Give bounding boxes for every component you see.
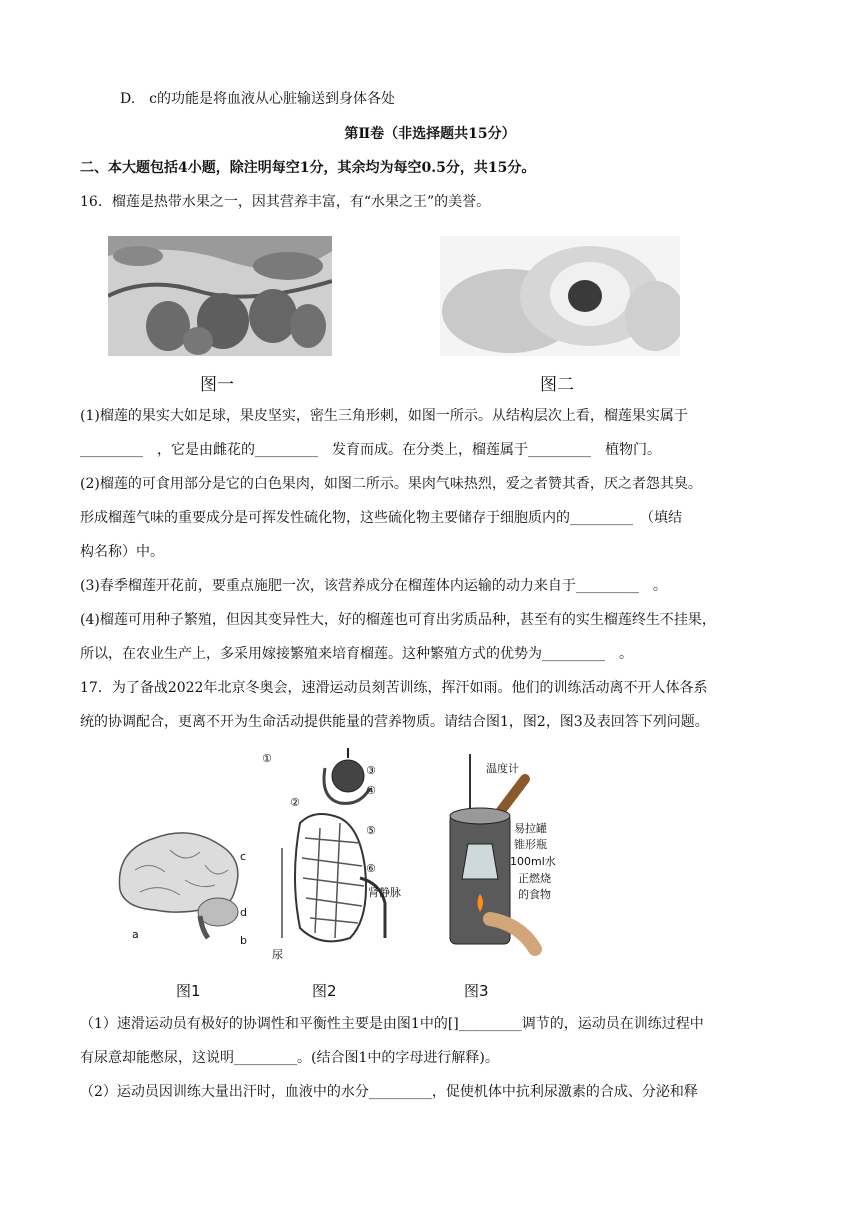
- nephron-label-1: ①: [262, 752, 272, 765]
- thermometer-label: 温度计: [486, 762, 519, 775]
- nephron-label-4: ④: [366, 784, 376, 797]
- q16-part1-line1: (1)榴莲的果实大如足球，果皮坚实，密生三角形刺，如图一所示。从结构层次上看，榴莲果实属于: [80, 408, 688, 424]
- figure-one-caption: 图一: [200, 375, 234, 395]
- nephron-label-6: ⑥: [366, 862, 376, 875]
- question-17-stem-line2: 统的协调配合，更离不开为生命活动提供能量的营养物质。请结合图1，图2，图3及表回答下列问题。: [80, 714, 709, 730]
- figure-1-caption: 图1: [176, 982, 201, 1000]
- q16-part2-line1: (2)榴莲的可食用部分是它的白色果肉，如图二所示。果肉气味热烈，爱之者赞其香，厌之者怨其臭。: [80, 476, 702, 492]
- q16-part1-line2: _________ ，它是由雌花的_________ 发育而成。在分类上，榴莲属于_________ 植物门。: [80, 442, 661, 458]
- figure-two-caption: 图二: [540, 375, 574, 395]
- q16-part4-line1: (4)榴莲可用种子繁殖，但因其变异性大，好的榴莲也可育出劣质品种，甚至有的实生榴莲终生不挂果，: [80, 612, 716, 628]
- q17-part1-line2: 有尿意却能憋尿，这说明_________。(结合图1中的字母进行解释)。: [80, 1050, 499, 1066]
- question-16-stem: 16．榴莲是热带水果之一，因其营养丰富，有“水果之王”的美誉。: [80, 194, 491, 210]
- nephron-diagram: [270, 748, 400, 958]
- option-d: D. c的功能是将血液从心脏输送到身体各处: [120, 91, 396, 107]
- brain-label-c: c: [240, 850, 247, 863]
- q16-part4-line2: 所以，在农业生产上，多采用嫁接繁殖来培育榴莲。这种繁殖方式的优势为_________ 。: [80, 646, 633, 662]
- q17-part2-line1: （2）运动员因训练大量出汗时，血液中的水分_________，促使机体中抗利尿激素的合成、分泌和释: [80, 1084, 698, 1100]
- brain-label-b: b: [240, 934, 247, 947]
- figure-3-caption: 图3: [464, 982, 489, 1000]
- urine-label: 尿: [272, 948, 283, 961]
- flask-label: 锥形瓶: [514, 838, 547, 851]
- water-label: 100ml水: [510, 855, 556, 868]
- durian-tree-photo: [108, 236, 332, 356]
- nephron-label-3: ③: [366, 764, 376, 777]
- nephron-label-5: ⑤: [366, 824, 376, 837]
- burning-label: 正燃烧: [518, 872, 551, 885]
- question-17-stem-line1: 17．为了备战2022年北京冬奥会，速滑运动员刻苦训练，挥汗如雨。他们的训练活动离不开人体各系: [80, 680, 708, 696]
- brain-label-d: d: [240, 906, 247, 919]
- durian-flesh-photo: [440, 236, 680, 356]
- section-instruction: 二、本大题包括4小题，除注明每空1分，其余均为每空0.5分，共15分。: [80, 160, 536, 176]
- q16-part2-line3: 构名称）中。: [80, 544, 164, 560]
- q16-part2-line2: 形成榴莲气味的重要成分是可挥发性硫化物，这些硫化物主要储存于细胞质内的_________ （填结: [80, 510, 682, 526]
- food-label: 的食物: [518, 888, 551, 901]
- renal-vein-label: 肾静脉: [368, 886, 401, 899]
- figure-2-caption: 图2: [312, 982, 337, 1000]
- nephron-label-2: ②: [290, 796, 300, 809]
- brain-label-a: a: [132, 928, 139, 941]
- q17-part1-line1: （1）速滑运动员有极好的协调性和平衡性主要是由图1中的[]_________调节的，运动员在训练过程中: [80, 1016, 704, 1032]
- section-title: 第Ⅱ卷（非选择题共15分）: [344, 126, 516, 142]
- q16-part3-line1: (3)春季榴莲开花前，要重点施肥一次，该营养成分在榴莲体内运输的动力来自于_________ 。: [80, 578, 667, 594]
- can-label: 易拉罐: [514, 822, 547, 835]
